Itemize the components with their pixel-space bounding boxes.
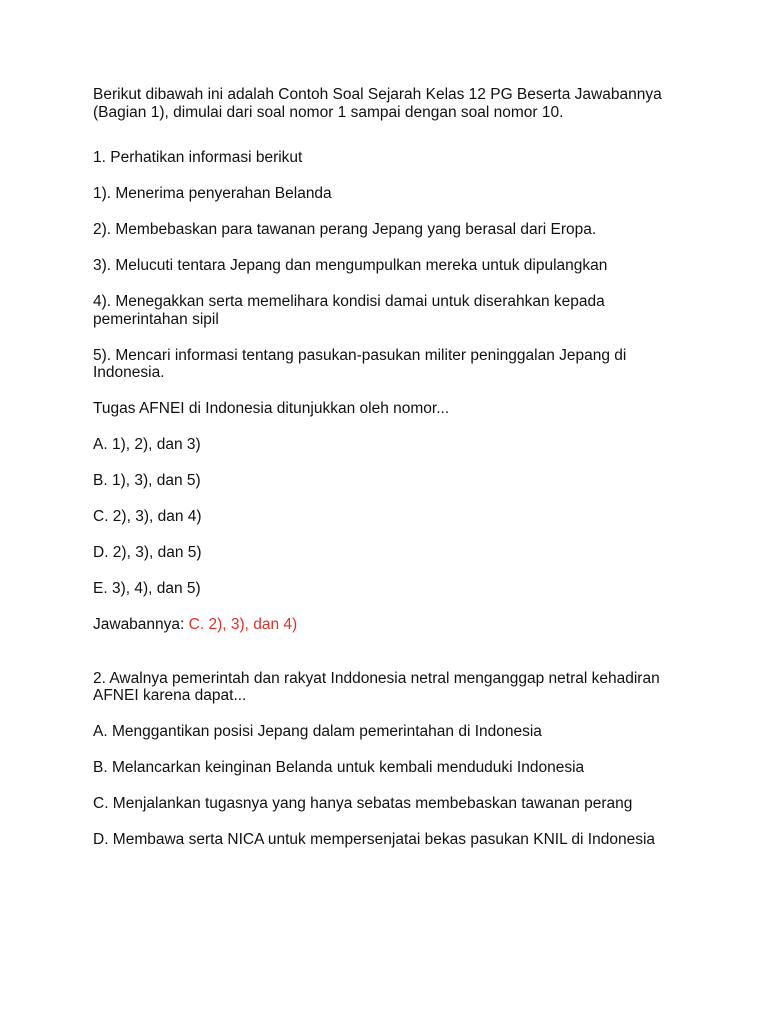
question-1-option-e: E. 3), 4), dan 5) (93, 580, 201, 597)
intro-paragraph: Berikut dibawah ini adalah Contoh Soal Sejarah Kelas 12 PG Beserta Jawabannya (Bagian 1), dimulai dari soal nomor 1 sampai dengan soal nomor 10. (93, 86, 662, 121)
question-1 (93, 149, 693, 634)
answer-label: Jawabannya: (93, 616, 189, 633)
question-1-item-1: 1). Menerima penyerahan Belanda (93, 185, 332, 202)
question-1-text: 1. Perhatikan informasi berikut (93, 149, 303, 166)
question-2-option-a: A. Menggantikan posisi Jepang dalam pemerintahan di Indonesia (93, 723, 542, 740)
question-1-item-4: 4). Menegakkan serta memelihara kondisi damai untuk diserahkan kepada pemerintahan sipil (93, 293, 605, 328)
question-1-answer (93, 616, 693, 634)
question-1-option-a: A. 1), 2), dan 3) (93, 436, 201, 453)
question-1-option-c: C. 2), 3), dan 4) (93, 508, 202, 525)
question-1-prompt: Tugas AFNEI di Indonesia ditunjukkan oleh nomor... (93, 400, 450, 417)
question-1-item-3: 3). Melucuti tentara Jepang dan mengumpulkan mereka untuk dipulangkan (93, 257, 608, 274)
answer-value: C. 2), 3), dan 4) (188, 616, 298, 633)
question-1-option-d: D. 2), 3), dan 5) (93, 544, 202, 561)
question-2-option-b: B. Melancarkan keinginan Belanda untuk kembali menduduki Indonesia (93, 759, 585, 776)
document-page (93, 86, 693, 867)
question-2 (93, 670, 693, 849)
question-2-option-d: D. Membawa serta NICA untuk mempersenjatai bekas pasukan KNIL di Indonesia (93, 831, 656, 848)
question-1-option-b: B. 1), 3), dan 5) (93, 472, 201, 489)
question-1-item-2: 2). Membebaskan para tawanan perang Jepang yang berasal dari Eropa. (93, 221, 597, 238)
question-2-text: 2. Awalnya pemerintah dan rakyat Inddonesia netral menganggap netral kehadiran AFNEI karena dapat... (93, 669, 660, 704)
question-2-option-c: C. Menjalankan tugasnya yang hanya sebatas membebaskan tawanan perang (93, 795, 633, 812)
question-1-item-5: 5). Mencari informasi tentang pasukan-pasukan militer peninggalan Jepang di Indonesia. (93, 346, 627, 381)
